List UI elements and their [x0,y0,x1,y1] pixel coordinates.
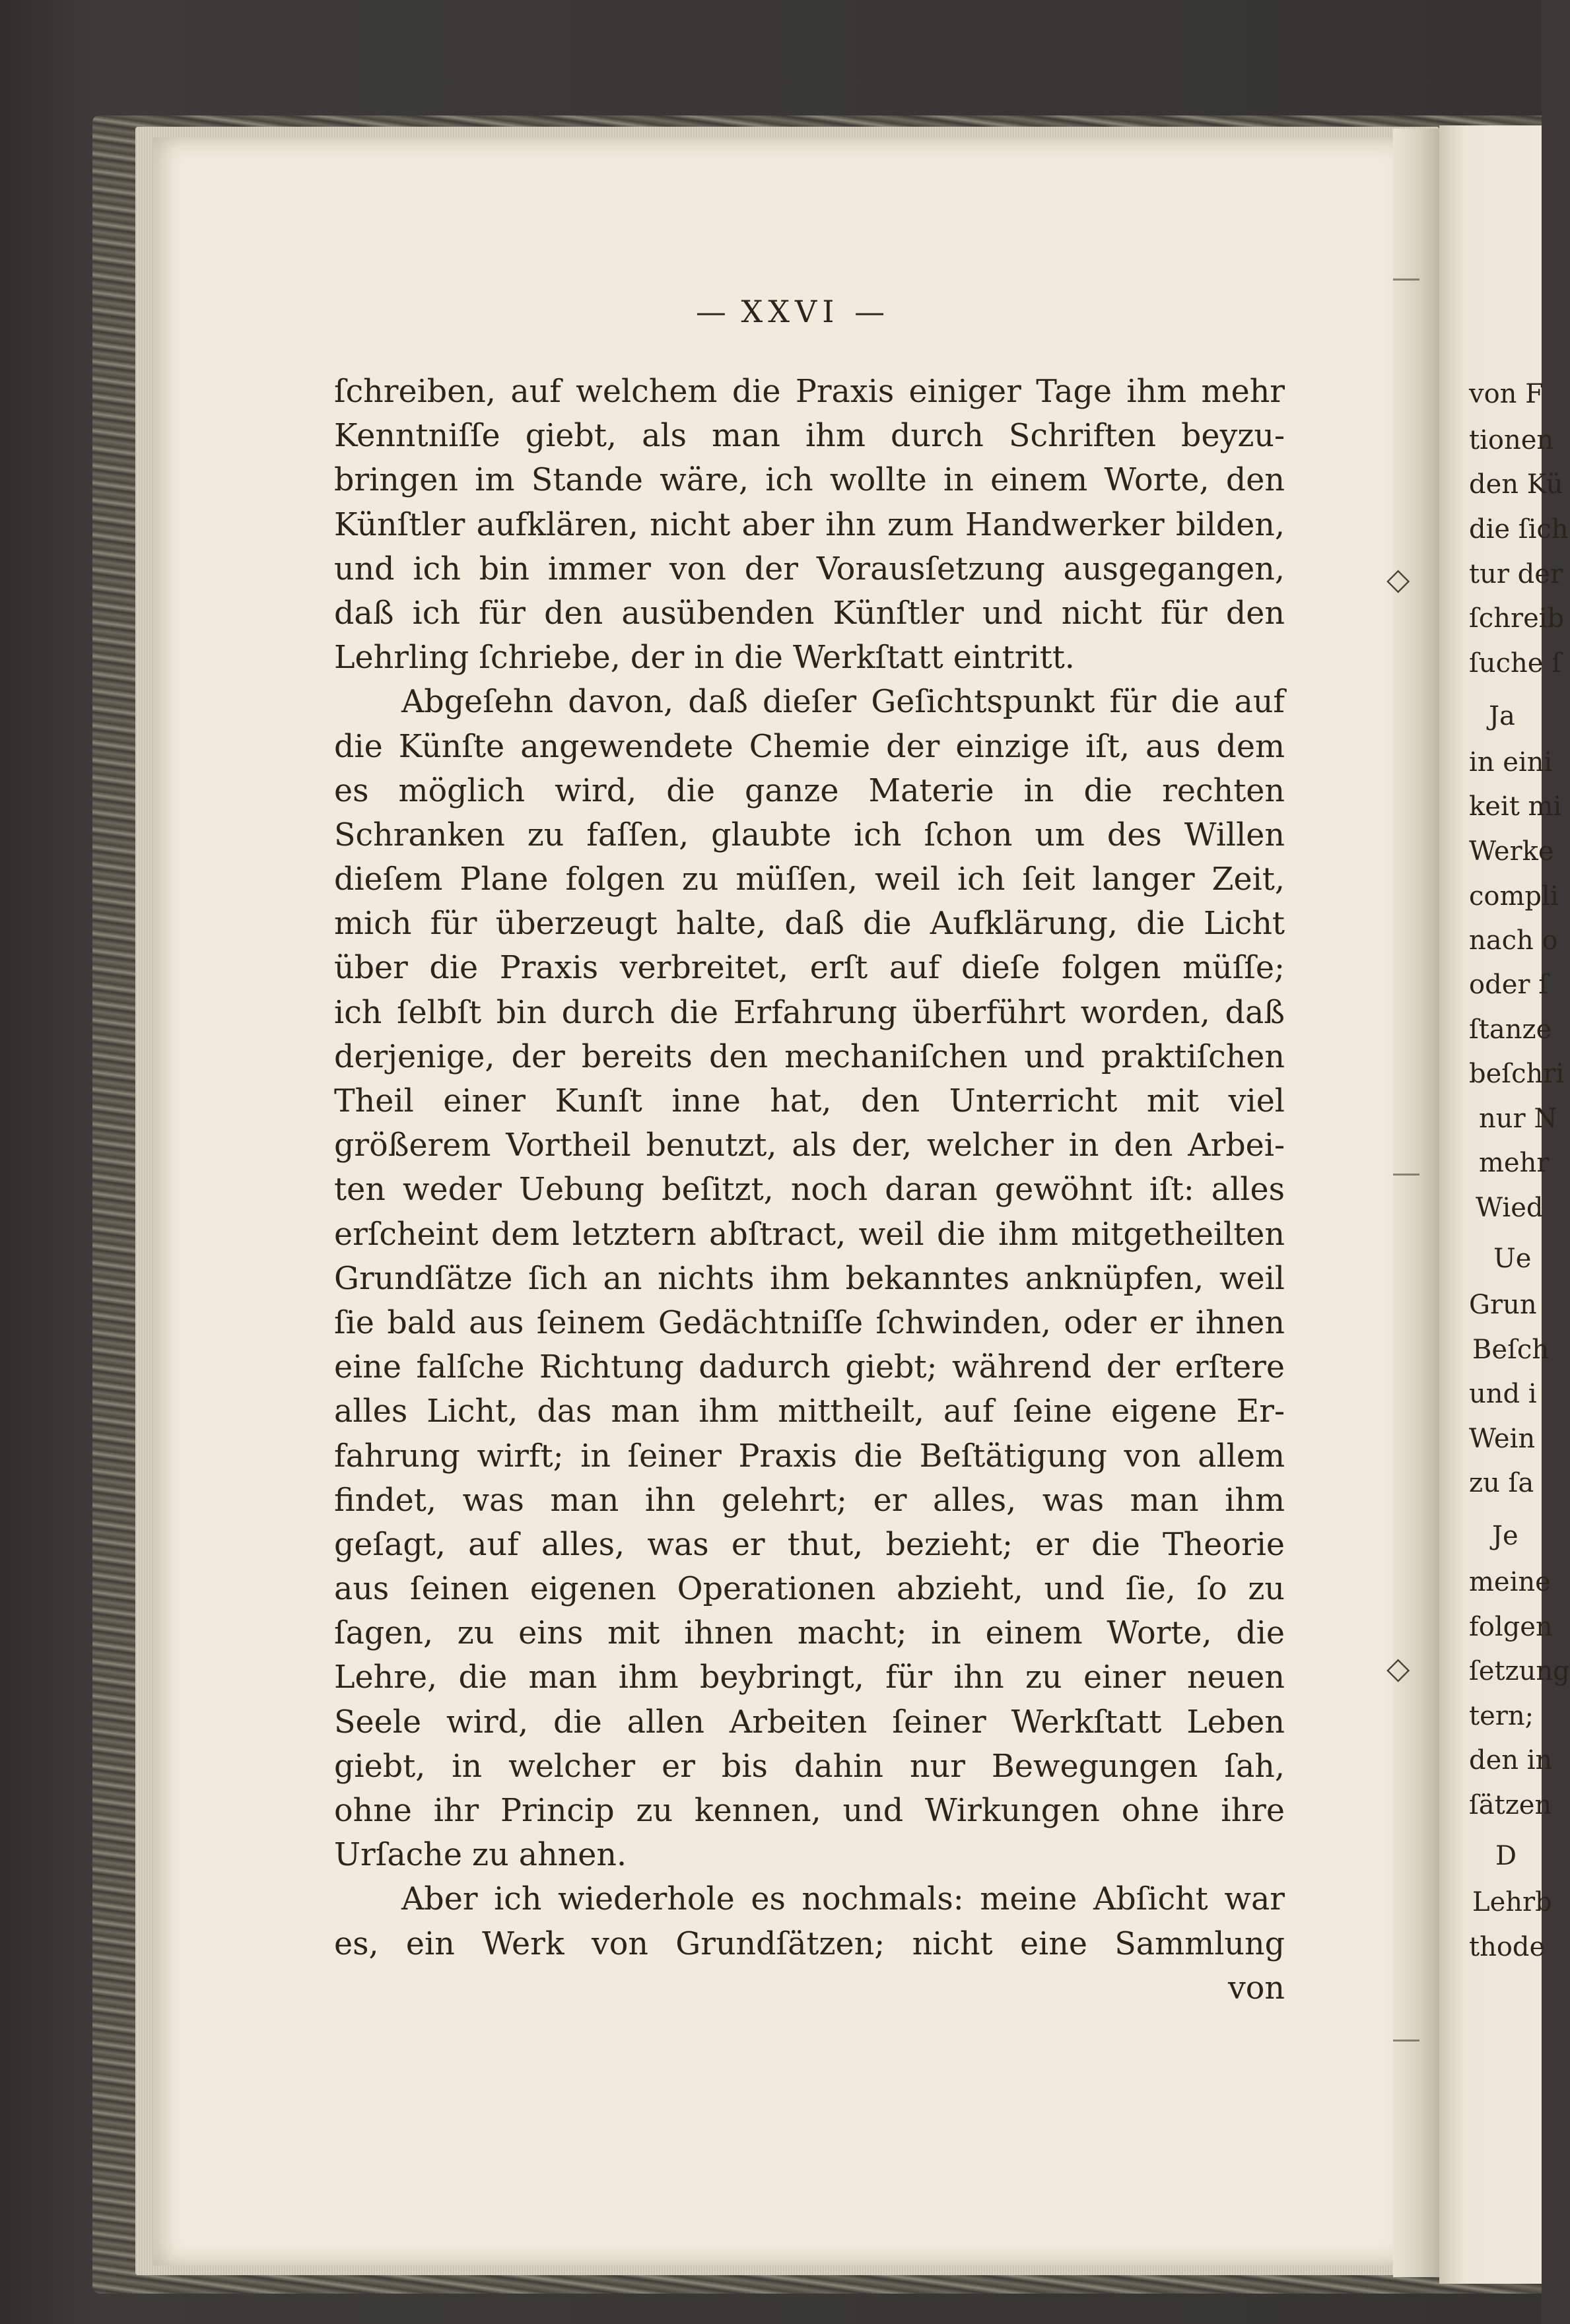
facing-fragment: compli [1469,881,1559,912]
facing-fragment: ſtanze [1469,1014,1552,1045]
text-line: ſie bald aus ſeinem Gedächtniſſe ſchwinden, oder er ihnen [334,1304,1285,1341]
facing-fragment: tionen [1469,425,1554,455]
facing-fragment: ſuche ſ [1469,648,1561,679]
facing-fragment: keit mi [1469,791,1562,822]
text-line: Urſache zu ahnen. [334,1837,627,1874]
text-line: ich ſelbſt bin durch die Erfahrung überführt worden, daß [334,994,1285,1031]
page-number: XXVI [741,294,840,329]
text-line: giebt, in welcher er bis dahin nur Bewegungen ſah, [334,1748,1285,1785]
text-line: über die Praxis verbreitet, erſt auf dieſe folgen müſſe; [334,950,1285,987]
facing-fragment: nach o [1469,925,1558,956]
facing-fragment: folgen [1469,1612,1553,1642]
facing-fragment: tur der [1469,559,1563,589]
facing-fragment: den Kü [1469,469,1563,500]
facing-fragment: ſetzung [1469,1656,1570,1686]
facing-fragment: thode [1469,1932,1546,1962]
text-line: aus ſeinen eigenen Operationen abzieht, und ſie, ſo zu [334,1571,1285,1608]
text-line: Grundſätze ſich an nichts ihm bekanntes anknüpfen, weil [334,1260,1285,1297]
facing-fragment: Ja [1489,701,1515,731]
facing-fragment: tern; [1469,1701,1534,1731]
text-line: ohne ihr Princip zu kennen, und Wirkungen ohne ihre [334,1793,1285,1829]
text-line: und ich bin immer von der Vorausſetzung ausgegangen, [334,550,1285,587]
facing-fragment: Ue [1493,1244,1532,1274]
page-header [153,294,1427,329]
header-dash-right: — [854,294,885,329]
text-line: Schranken zu faſſen, glaubte ich ſchon um des Willen [334,816,1285,853]
facing-fragment: in eini [1469,747,1553,778]
text-line: fahrung wirft; in ſeiner Praxis die Beſtätigung von allem [334,1438,1285,1475]
facing-fragment: und i [1469,1379,1537,1409]
text-line: mich für überzeugt halte, daß die Aufklärung, die Licht [334,906,1285,943]
facing-fragment: Lehrb [1472,1887,1552,1917]
facing-fragment: Wied [1476,1193,1544,1223]
facing-fragment: ſätzen [1469,1790,1552,1820]
text-line: alles Licht, das man ihm mittheilt, auf ſeine eigene Er- [334,1393,1285,1430]
text-line: derjenige, der bereits den mechaniſchen und praktiſchen [334,1038,1285,1075]
facing-fragment: von F [1469,379,1544,409]
facing-fragment: oder ſ [1469,970,1548,1000]
header-dash-left: — [695,294,726,329]
facing-fragment: zu ſa [1469,1468,1534,1498]
facing-fragment: meine [1469,1567,1551,1597]
catchword: von [1227,1970,1285,2007]
text-line: Seele wird, die allen Arbeiten ſeiner Werkſtatt Leben [334,1704,1285,1741]
text-line: eine falſche Richtung dadurch giebt; während der erſtere [334,1349,1285,1386]
facing-fragment: den in [1469,1745,1553,1776]
text-line: Künſtler aufklären, nicht aber ihn zum Handwerker bilden, [334,506,1285,543]
text-line: Theil einer Kunſt inne hat, den Unterricht mit viel [334,1083,1285,1119]
gutter-mark [1393,1174,1419,1176]
text-line: größerem Vortheil benutzt, als der, welcher in den Arbei- [334,1127,1285,1164]
text-line: ten weder Uebung beſitzt, noch daran gewöhnt iſt: alles [334,1172,1285,1209]
facing-fragment: D [1495,1841,1517,1871]
text-line: die Künſte angewendete Chemie der einzige iſt, aus dem [334,728,1285,765]
text-line: es möglich wird, die ganze Materie in die rechten [334,772,1285,809]
text-line: bringen im Stande wäre, ich wollte in einem Worte, den [334,462,1285,499]
text-line: ſagen, zu eins mit ihnen macht; in einem Worte, die [334,1615,1285,1652]
facing-fragment: Werke [1469,836,1554,867]
text-line: dieſem Plane folgen zu müſſen, weil ich ſeit langer Zeit, [334,861,1285,898]
text-line: erſcheint dem letztern abſtract, weil die ihm mitgetheilten [334,1216,1285,1253]
gutter-mark [1393,279,1419,281]
facing-fragment: Wein [1469,1424,1536,1454]
facing-fragment: mehr [1479,1148,1550,1178]
text-line: Lehre, die man ihm beybringt, für ihn zu einer neuen [334,1659,1285,1696]
text-line: findet, was man ihn gelehrt; er alles, was man ihm [334,1482,1285,1519]
facing-fragment: beſchri [1469,1059,1565,1089]
facing-fragment: nur N [1479,1104,1557,1134]
text-line: ſchreiben, auf welchem die Praxis einiger Tage ihm mehr [334,374,1285,410]
gutter-mark [1393,2040,1419,2042]
text-line: daß ich für den ausübenden Künſtler und nicht für den [334,595,1285,632]
text-line: geſagt, auf alles, was er thut, bezieht; er die Theorie [334,1526,1285,1563]
body-text [334,370,1285,2010]
text-line: Abgeſehn davon, daß dieſer Geſichtspunkt für die auf [401,684,1285,721]
facing-fragment: die ſich [1469,514,1569,545]
clasp-icon: ◇ [1386,561,1410,597]
text-line: es, ein Werk von Grundſätzen; nicht eine Sammlung [334,1925,1285,1962]
facing-fragment: Je [1492,1521,1519,1551]
facing-fragment: Beſch [1472,1335,1550,1365]
facing-fragment: Grun [1469,1290,1537,1320]
clasp-icon: ◇ [1386,1650,1410,1686]
text-line: Lehrling ſchriebe, der in die Werkſtatt eintritt. [334,640,1075,677]
text-line: Kenntniſſe giebt, als man ihm durch Schriften beyzu- [334,418,1285,455]
facing-fragment: ſchreib [1469,603,1565,634]
text-line: Aber ich wiederhole es nochmals: meine Abſicht war [401,1881,1285,1918]
